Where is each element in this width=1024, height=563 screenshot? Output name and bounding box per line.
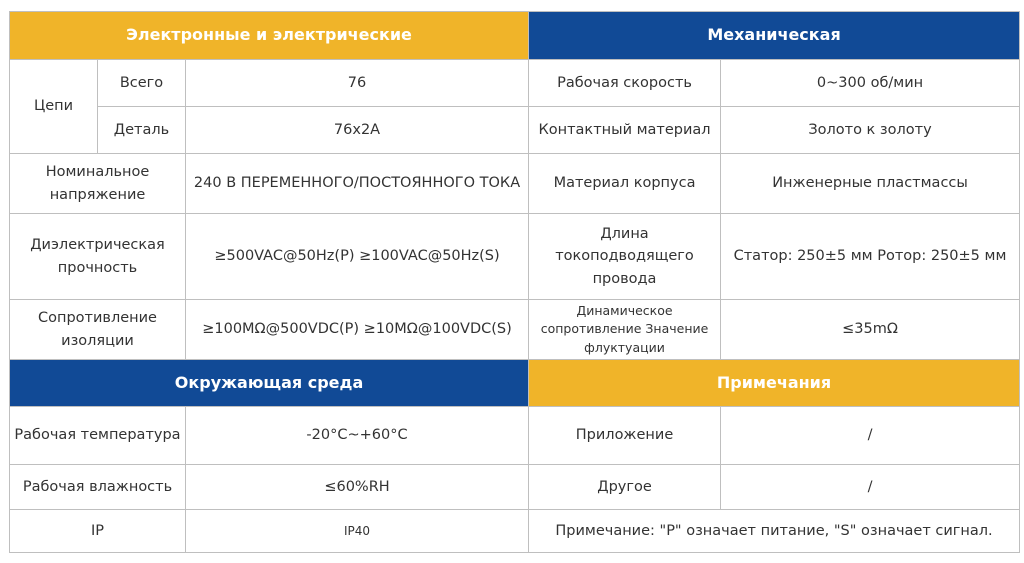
contact-label: Контактный материал xyxy=(529,107,721,154)
note-text: Примечание: "P" означает питание, "S" означает сигнал. xyxy=(529,510,1020,553)
housing-label: Материал корпуса xyxy=(529,154,721,214)
insulation-label: Сопротивление изоляции xyxy=(10,300,186,360)
voltage-value: 240 В ПЕРЕМЕННОГО/ПОСТОЯННОГО ТОКА xyxy=(186,154,529,214)
housing-value: Инженерные пластмассы xyxy=(721,154,1020,214)
notes-section-header: Примечания xyxy=(529,360,1020,407)
environment-section-header: Окружающая среда xyxy=(10,360,529,407)
insulation-value: ≥100MΩ@500VDC(P) ≥10MΩ@100VDC(S) xyxy=(186,300,529,360)
temperature-value: -20°C~+60°C xyxy=(186,407,529,465)
spec-table xyxy=(9,11,1020,553)
other-value: / xyxy=(721,465,1020,510)
detail-value: 76x2A xyxy=(186,107,529,154)
application-label: Приложение xyxy=(529,407,721,465)
detail-label: Деталь xyxy=(98,107,186,154)
contact-value: Золото к золоту xyxy=(721,107,1020,154)
total-value: 76 xyxy=(186,60,529,107)
ip-value: IP40 xyxy=(186,510,529,553)
other-label: Другое xyxy=(529,465,721,510)
total-label: Всего xyxy=(98,60,186,107)
application-value: / xyxy=(721,407,1020,465)
circuits-label: Цепи xyxy=(10,60,98,154)
dynamic-resistance-value: ≤35mΩ xyxy=(721,300,1020,360)
humidity-label: Рабочая влажность xyxy=(10,465,186,510)
dynamic-resistance-label: Динамическое сопротивление Значение флуктуации xyxy=(529,300,721,360)
dielectric-value: ≥500VAC@50Hz(P) ≥100VAC@50Hz(S) xyxy=(186,214,529,300)
speed-label: Рабочая скорость xyxy=(529,60,721,107)
ip-label: IP xyxy=(10,510,186,553)
temperature-label: Рабочая температура xyxy=(10,407,186,465)
dielectric-label: Диэлектрическая прочность xyxy=(10,214,186,300)
lead-length-label: Длина токоподводящего провода xyxy=(529,214,721,300)
voltage-label: Номинальное напряжение xyxy=(10,154,186,214)
humidity-value: ≤60%RH xyxy=(186,465,529,510)
speed-value: 0~300 об/мин xyxy=(721,60,1020,107)
lead-length-value: Статор: 250±5 мм Ротор: 250±5 мм xyxy=(721,214,1020,300)
electrical-section-header: Электронные и электрические xyxy=(10,12,529,60)
mechanical-section-header: Механическая xyxy=(529,12,1020,60)
